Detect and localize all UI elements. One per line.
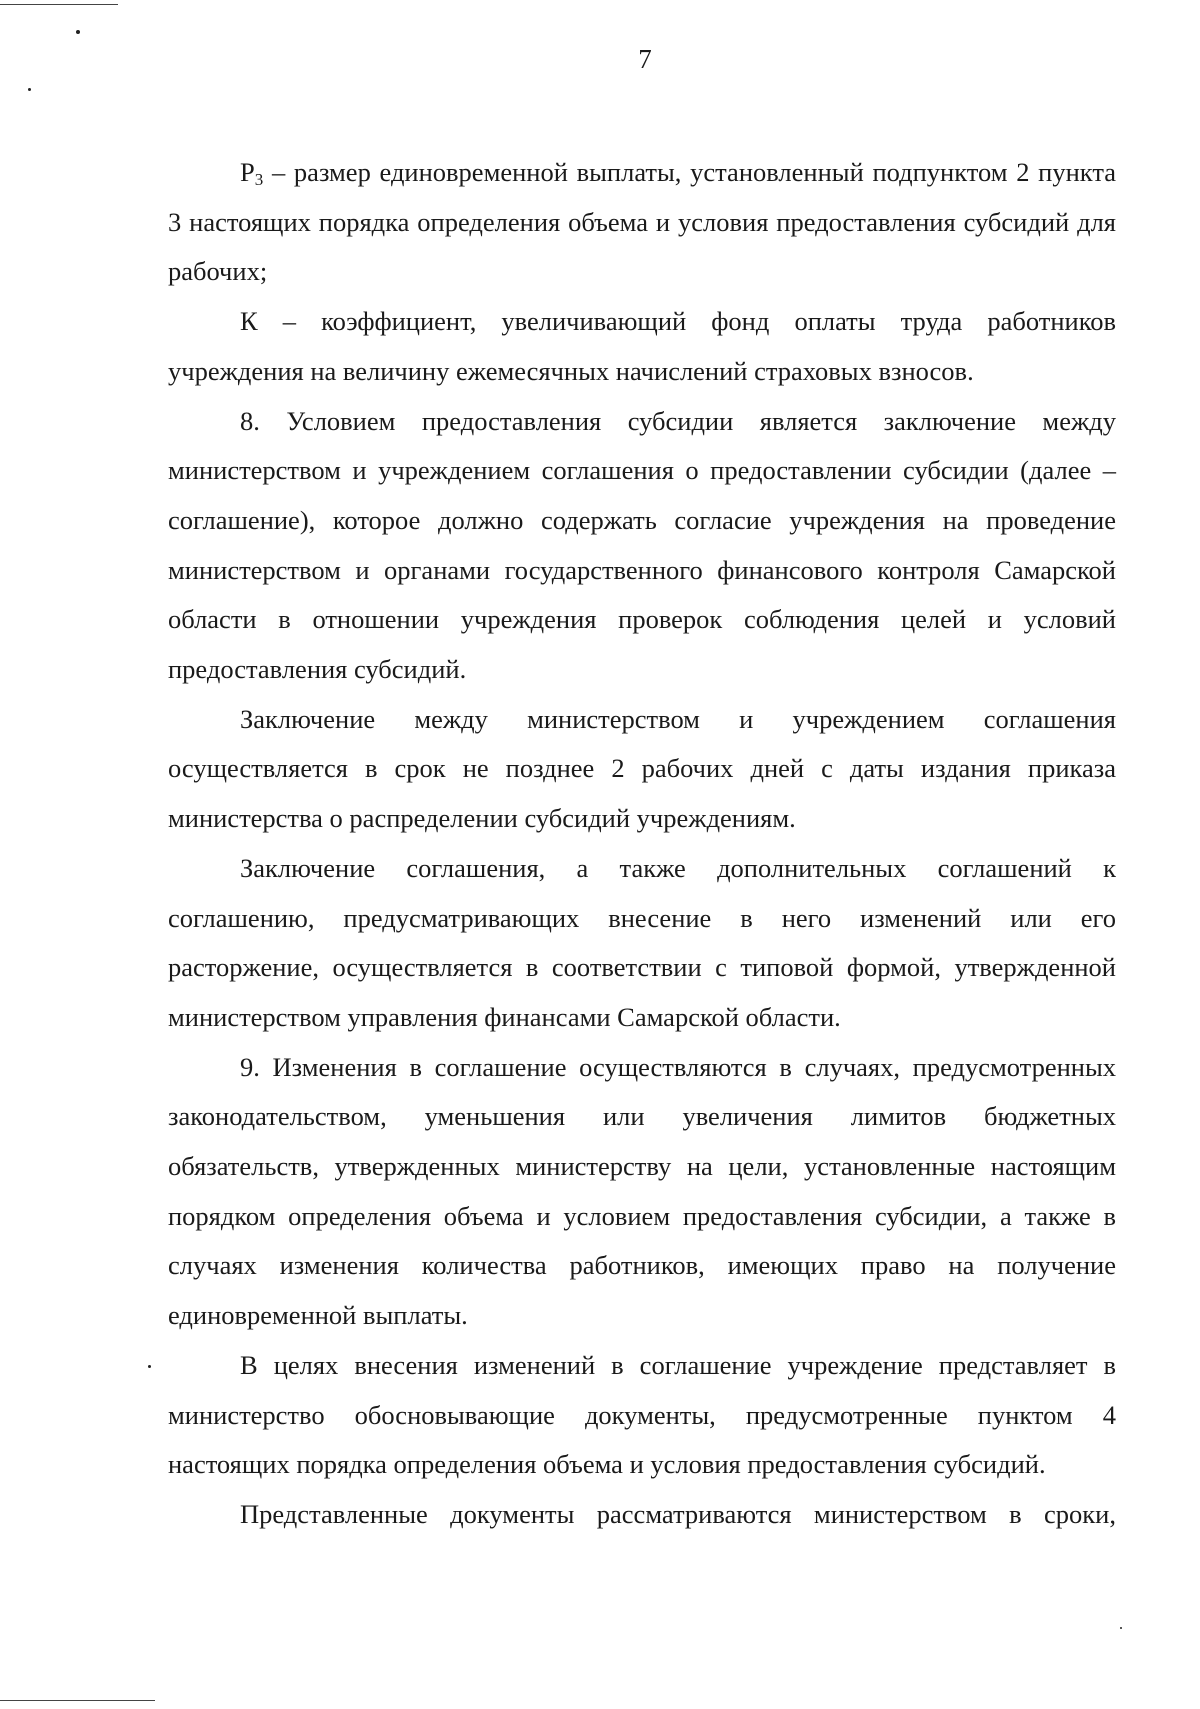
paragraph-variable-p3 [168, 148, 1116, 297]
paragraph-change-documents: В целях внесения изменений в соглашение учреждение представляет в министерство обосновывающие документы, предусмотренные пунктом 4 настоящих порядка определения объема и условия предоставления субсидий. [168, 1349, 1116, 1480]
paragraph-text: – размер единовременной выплаты, установленный подпунктом 2 пункта 3 настоящих порядка определения объема и условия предоставления субсидий для рабочих; [168, 157, 1116, 287]
scan-speck [76, 30, 80, 34]
scan-edge-line [0, 1700, 155, 1701]
page-number: 7 [638, 44, 652, 74]
paragraph-review-terms: Представленные документы рассматриваются министерством в сроки, [240, 1498, 1116, 1529]
variable-symbol: Р [240, 157, 255, 187]
paragraph-agreement-term: Заключение между министерством и учреждением соглашения осуществляется в срок не позднее 2 рабочих дней с даты издания приказа министерства о распределении субсидий учреждениям. [168, 703, 1116, 834]
scan-speck [1120, 1627, 1122, 1629]
paragraph-coefficient-k: К – коэффициент, увеличивающий фонд оплаты труда работников учреждения на величину ежемесячных начислений страховых взносов. [168, 306, 1116, 386]
paragraph-agreement-form: Заключение соглашения, а также дополнительных соглашений к соглашению, предусматривающих внесение в него изменений или его расторжение, осуществляется в соответствии с типовой формой, утвержденной министерством управления финансами Самарской области. [168, 852, 1116, 1032]
document-body [168, 148, 1116, 1540]
scan-speck [148, 1365, 151, 1368]
paragraph-clause-8: 8. Условием предоставления субсидии является заключение между министерством и учреждением соглашения о предоставлении субсидии (далее – соглашение), которое должно содержать согласие учреждения на проведение министерством и органами государственного финансового контроля Самарской области в отношении учреждения проверок соблюдения целей и условий предоставления субсидий. [168, 405, 1116, 685]
variable-subscript: 3 [254, 170, 264, 189]
paragraph-clause-9: 9. Изменения в соглашение осуществляются в случаях, предусмотренных законодательством, уменьшения или увеличения лимитов бюджетных обязательств, утвержденных министерству на цели, установленные настоящим порядком определения объема и условием предоставления субсидии, а также в случаях изменения количества работников, имеющих право на получение единовременной выплаты. [168, 1051, 1116, 1331]
scan-speck [28, 88, 31, 91]
scan-edge-line [0, 4, 118, 5]
